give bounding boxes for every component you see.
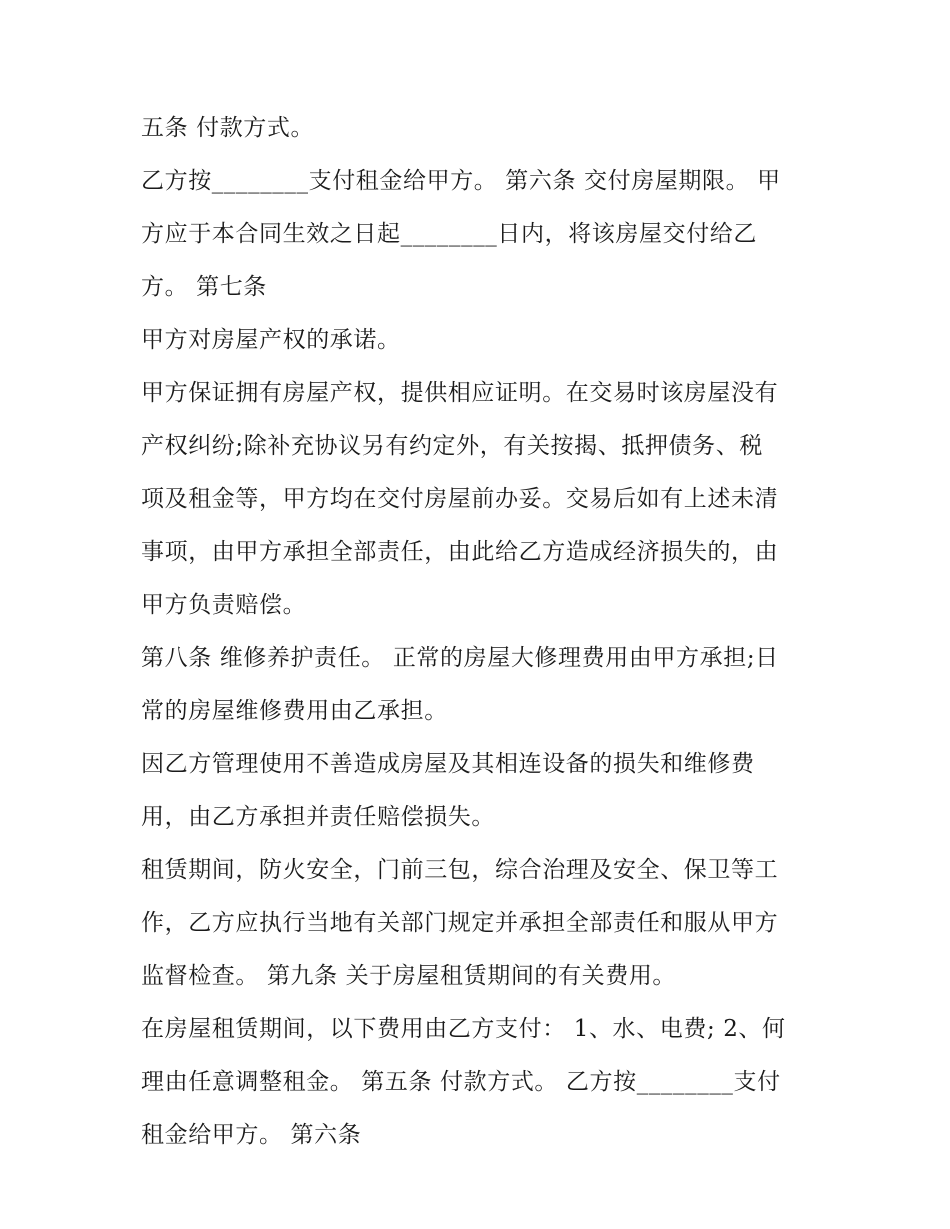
text-line: 项及租金等，甲方均在交付房屋前办妥。交易后如有上述未清 — [141, 486, 779, 512]
text-line: 方应于本合同生效之日起________日内，将该房屋交付给乙 — [141, 221, 757, 247]
text-line: 用，由乙方承担并责任赔偿损失。 — [141, 804, 495, 830]
text-line: 事项，由甲方承担全部责任，由此给乙方造成经济损失的，由 — [141, 539, 779, 565]
text-line: 产权纠纷;除补充协议另有约定外，有关按揭、抵押债务、税 — [141, 433, 763, 459]
text-line: 理由任意调整租金。 第五条 付款方式。 乙方按________支付 — [141, 1069, 781, 1095]
text-line: 甲方保证拥有房屋产权，提供相应证明。在交易时该房屋没有 — [141, 380, 779, 406]
text-line: 甲方对房屋产权的承诺。 — [141, 327, 401, 353]
text-line: 乙方按________支付租金给甲方。 第六条 交付房屋期限。 甲 — [141, 168, 781, 194]
text-line: 租赁期间，防火安全，门前三包，综合治理及安全、保卫等工 — [141, 857, 779, 883]
text-line: 作，乙方应执行当地有关部门规定并承担全部责任和服从甲方 — [141, 910, 779, 936]
text-line: 方。 第七条 — [141, 274, 267, 300]
text-line: 甲方负责赔偿。 — [141, 592, 307, 618]
text-line: 在房屋租赁期间，以下费用由乙方支付： 1、水、电费; 2、何 — [141, 1016, 786, 1042]
text-line: 租金给甲方。 第六条 — [141, 1122, 362, 1148]
text-line: 第八条 维修养护责任。 正常的房屋大修理费用由甲方承担;日 — [141, 645, 779, 671]
text-line: 五条 付款方式。 — [141, 115, 315, 141]
text-line: 监督检查。 第九条 关于房屋租赁期间的有关费用。 — [141, 963, 677, 989]
text-line: 常的房屋维修费用由乙承担。 — [141, 698, 448, 724]
contract-text — [141, 108, 821, 1168]
text-line: 因乙方管理使用不善造成房屋及其相连设备的损失和维修费 — [141, 751, 755, 777]
